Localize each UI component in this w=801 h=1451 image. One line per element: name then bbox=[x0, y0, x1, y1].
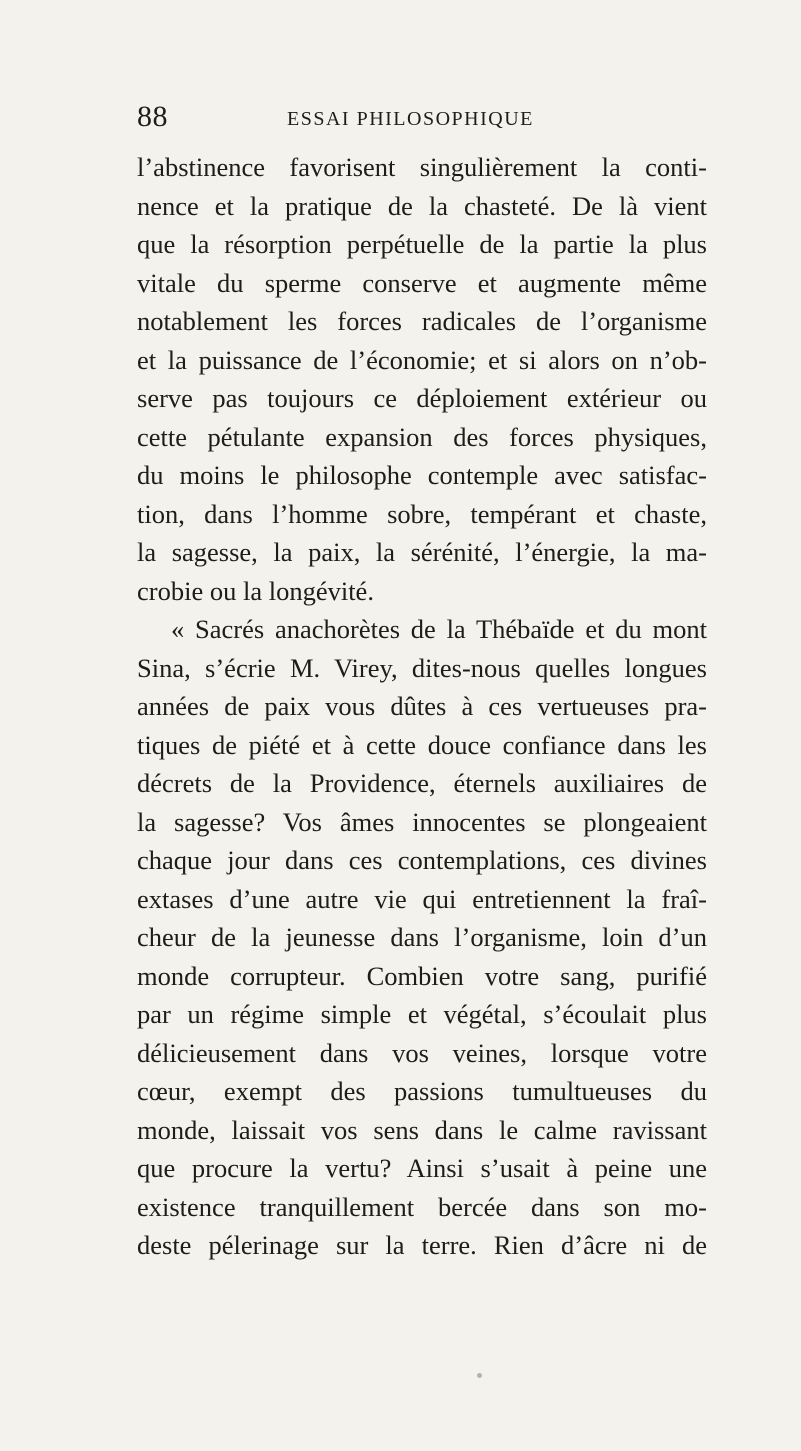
page-number: 88 bbox=[137, 100, 168, 133]
text-line: tiques de piété et à cette douce confiance dans les bbox=[137, 729, 707, 760]
text-line: l’abstinence favorisent singulièrement la conti- bbox=[137, 152, 707, 182]
ink-speck bbox=[477, 1373, 482, 1378]
text-line: cheur de la jeunesse dans l’organisme, loin d’un bbox=[137, 922, 707, 952]
page-header bbox=[137, 100, 707, 140]
text-line: années de paix vous dûtes à ces vertueuses pra- bbox=[137, 691, 707, 721]
text-line: et la puissance de l’économie; et si alors on n’ob- bbox=[137, 344, 707, 375]
text-line: la sagesse, la paix, la sérénité, l’énergie, la ma- bbox=[137, 537, 707, 567]
text-line: vitale du sperme conserve et augmente même bbox=[137, 267, 707, 298]
text-line: crobie ou la longévité. bbox=[137, 575, 374, 606]
text-line: que la résorption perpétuelle de la partie la plus bbox=[137, 229, 707, 259]
text-line: nence et la pratique de la chasteté. De là vient bbox=[137, 190, 707, 221]
text-line: décrets de la Providence, éternels auxiliaires de bbox=[137, 768, 707, 798]
text-line: par un régime simple et végétal, s’écoulait plus bbox=[137, 999, 707, 1029]
text-line: deste pélerinage sur la terre. Rien d’âcre ni de bbox=[137, 1230, 707, 1260]
text-line: chaque jour dans ces contemplations, ces divines bbox=[137, 845, 707, 875]
text-line: extases d’une autre vie qui entretiennent la fraî- bbox=[137, 883, 707, 914]
text-line: la sagesse? Vos âmes innocentes se plongeaient bbox=[137, 806, 707, 837]
text-line: existence tranquillement bercée dans son mo- bbox=[137, 1191, 707, 1222]
text-line: cette pétulante expansion des forces physiques, bbox=[137, 421, 707, 452]
text-line: Sina, s’écrie M. Virey, dites-nous quelles longues bbox=[137, 652, 707, 683]
text-line: notablement les forces radicales de l’organisme bbox=[137, 306, 707, 336]
text-line: cœur, exempt des passions tumultueuses du bbox=[137, 1076, 707, 1106]
text-line: que procure la vertu? Ainsi s’usait à peine une bbox=[137, 1153, 707, 1183]
text-line: « Sacrés anachorètes de la Thébaïde et du mont bbox=[171, 614, 707, 644]
text-line: monde, laissait vos sens dans le calme ravissant bbox=[137, 1114, 707, 1145]
text-line: monde corrupteur. Combien votre sang, purifié bbox=[137, 960, 707, 991]
text-line: serve pas toujours ce déploiement extérieur ou bbox=[137, 383, 707, 413]
text-line: du moins le philosophe contemple avec satisfac- bbox=[137, 460, 707, 490]
body-text bbox=[137, 148, 707, 1265]
running-title: ESSAI PHILOSOPHIQUE bbox=[287, 108, 534, 130]
text-line: délicieusement dans vos veines, lorsque votre bbox=[137, 1037, 707, 1068]
text-line: tion, dans l’homme sobre, tempérant et chaste, bbox=[137, 498, 707, 529]
